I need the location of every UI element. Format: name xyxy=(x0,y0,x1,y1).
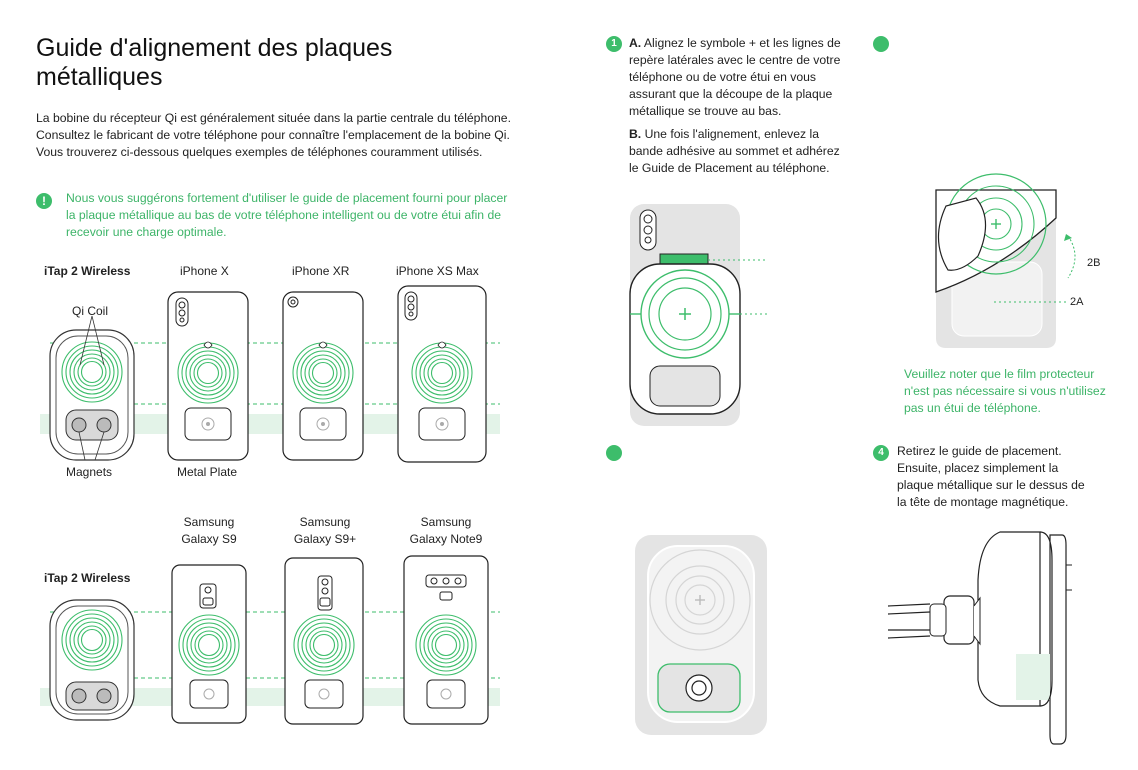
itap-device-row2 xyxy=(50,600,134,720)
intro-paragraph: La bobine du récepteur Qi est généralement située dans la partie centrale du téléphone. Consultez le fabricant de votre téléphone pour connaître l'emplacement de la bobine Qi. Vous trouverez ci-dessous quelques exemples de téléphones couramment utilisés. xyxy=(36,111,511,159)
step2-illustration xyxy=(936,174,1075,348)
iphone-xr-illustration xyxy=(283,292,363,460)
page-title: Guide d'alignement des plaques métalliques xyxy=(36,34,393,91)
phone-label-iphone-xs-max: iPhone XS Max xyxy=(396,264,479,278)
phone-label-iphone-xr: iPhone XR xyxy=(292,264,350,278)
galaxy-s9-illustration xyxy=(172,565,246,723)
iphone-xs-max-illustration xyxy=(398,286,486,462)
step-4-badge: 4 xyxy=(873,445,889,461)
step-1b-body: Une fois l'alignement, enlevez la bande adhésive au sommet et adhérez le Guide de Placement au téléphone. xyxy=(629,127,840,175)
protective-film-note: Veuillez noter que le film protecteur n'est pas nécessaire si vous n'utilisez pas un étui de téléphone. xyxy=(904,367,1106,415)
label-2b: 2B xyxy=(1087,257,1101,269)
step4-illustration xyxy=(888,532,1072,744)
tip-text: Nous vous suggérons fortement d'utiliser le guide de placement fourni pour placer la plaque métallique au bas de votre téléphone intelligent ou de votre étui afin de recevoir une charge optimale. xyxy=(66,191,508,239)
row1-device-label: iTap 2 Wireless xyxy=(44,264,131,278)
phone-label-iphone-x: iPhone X xyxy=(180,264,229,278)
phone-label-galaxy-s9plus-model: Galaxy S9+ xyxy=(293,532,357,546)
step3-illustration xyxy=(635,535,767,735)
step-1b-label: B. xyxy=(629,127,642,141)
label-2a: 2A xyxy=(1070,296,1084,308)
phone-label-galaxy-s9plus-brand: Samsung xyxy=(299,515,351,529)
magnets-label: Magnets xyxy=(66,465,113,479)
phone-label-galaxy-s9-brand: Samsung xyxy=(183,515,235,529)
galaxy-s9plus-illustration xyxy=(285,558,363,724)
step1-illustration xyxy=(630,204,768,426)
row2-device-label: iTap 2 Wireless xyxy=(44,571,131,585)
qi-coil-label: Qi Coil xyxy=(72,304,109,318)
alert-icon: ! xyxy=(36,193,52,209)
iphone-x-illustration xyxy=(168,292,248,460)
phone-label-galaxy-note9-brand: Samsung xyxy=(420,515,472,529)
itap-device-row1 xyxy=(50,316,134,460)
step-1a-body: Alignez le symbole + et les lignes de repère latérales avec le centre de votre téléphone ou de votre étui en vous assurant que la découpe de la plaque métallique se trouve au bas. xyxy=(629,36,841,118)
step-1a-label: A. xyxy=(629,36,642,50)
phone-label-galaxy-s9-model: Galaxy S9 xyxy=(181,532,237,546)
step-1-badge: 1 xyxy=(606,36,622,52)
metal-plate-label: Metal Plate xyxy=(177,465,238,479)
galaxy-note9-illustration xyxy=(404,556,488,724)
phone-label-galaxy-note9-model: Galaxy Note9 xyxy=(409,532,483,546)
step-4-text: Retirez le guide de placement. Ensuite, placez simplement la plaque métallique sur le dessus de la tête de montage magnétique. xyxy=(897,444,1085,509)
